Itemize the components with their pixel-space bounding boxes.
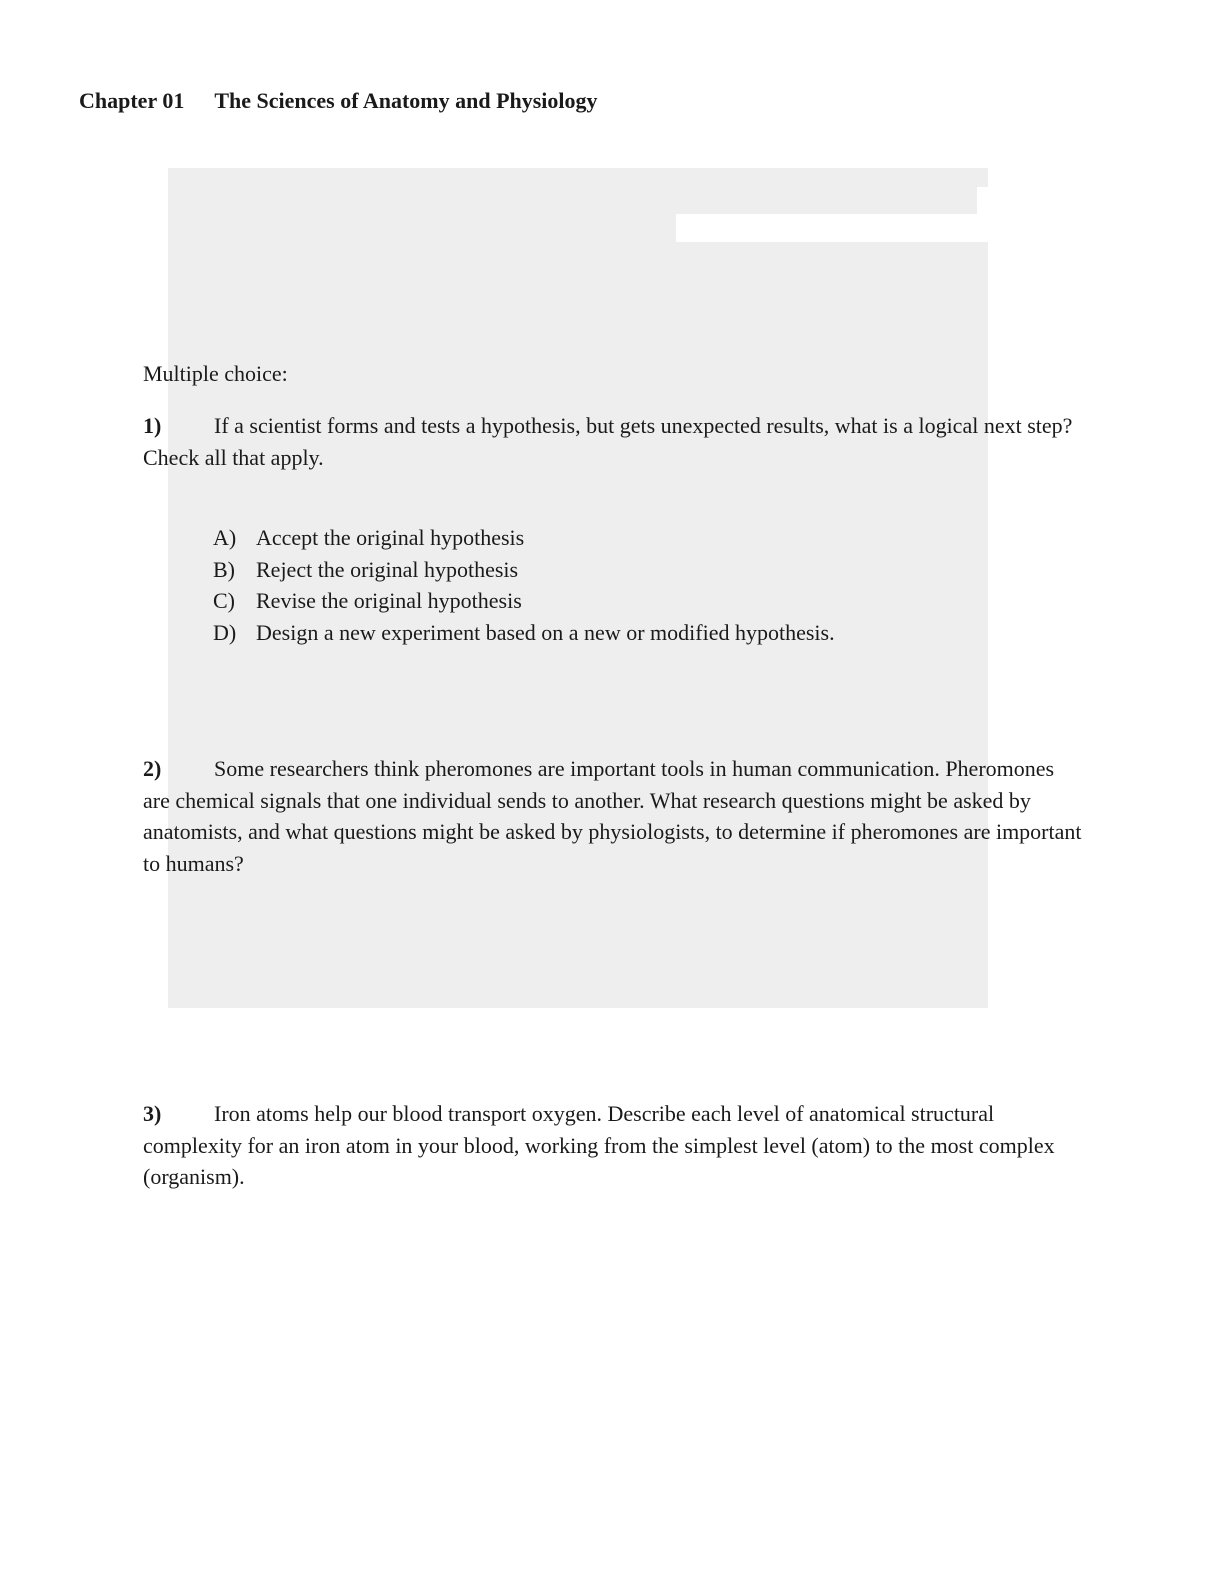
question-text: If a scientist forms and tests a hypothesis, but gets unexpected results, what is a logical next step? Check all that apply. — [143, 413, 1073, 470]
page-header — [79, 88, 598, 114]
option-letter: C) — [213, 588, 235, 613]
option-letter: B) — [213, 556, 235, 582]
question-2 — [143, 753, 1083, 879]
option-text: Design a new experiment based on a new or modified hypothesis. — [256, 619, 835, 645]
option-text: Revise the original hypothesis — [256, 588, 522, 613]
question-number: 2) — [143, 756, 162, 781]
option-d — [213, 617, 835, 649]
option-letter: D) — [213, 619, 237, 645]
option-c — [213, 585, 835, 617]
chapter-number: Chapter 01 — [79, 88, 185, 113]
question-1 — [143, 410, 1083, 473]
question-text: Iron atoms help our blood transport oxygen. Describe each level of anatomical structural complexity for an iron atom in your blood, working from the simplest level (atom) to the most complex (organism). — [143, 1101, 1055, 1189]
question-number: 3) — [143, 1101, 162, 1126]
option-b — [213, 554, 835, 586]
option-text: Reject the original hypothesis — [256, 556, 519, 582]
option-text: Accept the original hypothesis — [256, 525, 525, 550]
answer-options — [213, 522, 835, 648]
watermark-notch-small — [977, 187, 988, 214]
question-3 — [143, 1098, 1083, 1193]
question-number: 1) — [143, 413, 162, 438]
option-letter: A) — [213, 525, 237, 550]
section-label: Multiple choice: — [143, 361, 288, 386]
option-a — [213, 522, 835, 554]
watermark-notch — [676, 214, 988, 242]
chapter-title: The Sciences of Anatomy and Physiology — [214, 88, 598, 113]
question-text: Some researchers think pheromones are important tools in human communication. Pheromones are chemical signals that one individual sends to another. What research questions might be asked by anatomists, and what questions might be asked by physiologists, to determine if pheromones are important to humans? — [143, 756, 1082, 876]
